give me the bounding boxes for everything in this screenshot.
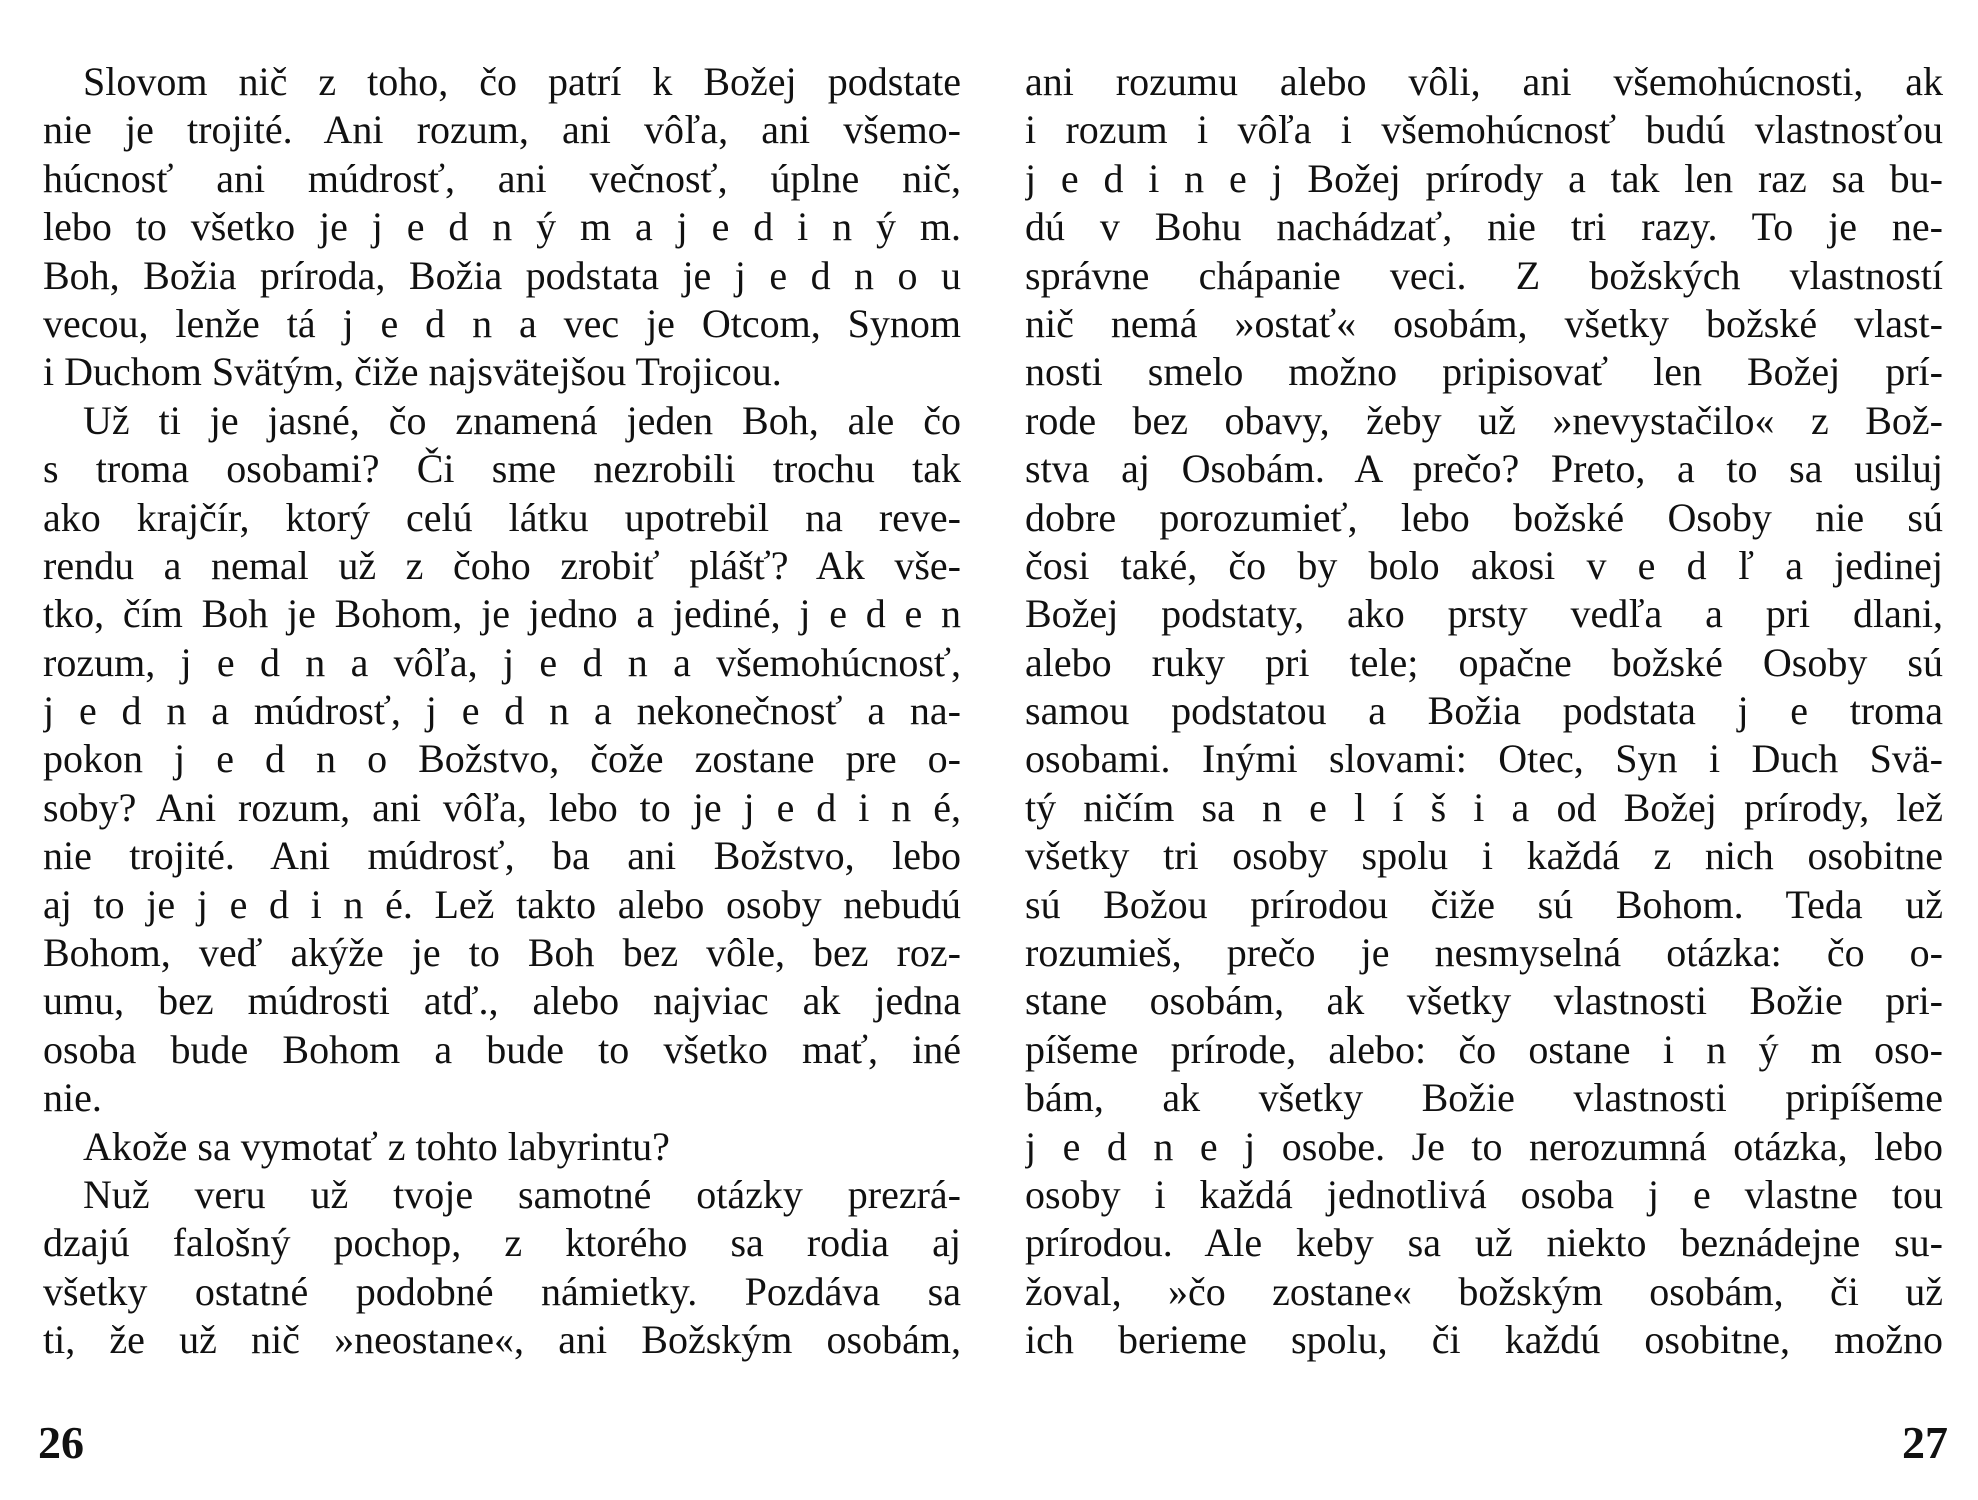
text-line: ako krajčír, ktorý celú látku upotrebil na reve- <box>43 494 961 540</box>
text-line: sú Božou prírodou čiže sú Bohom. Teda už <box>1025 881 1943 927</box>
text-line: j e d n a múdrosť, j e d n a nekonečnosť a na- <box>43 688 961 734</box>
text-line: Božej podstaty, ako prsty vedľa a pri dlani, <box>1025 591 1943 637</box>
text-line: Akože sa vymotať z tohto labyrintu? <box>83 1123 670 1169</box>
text-line: ani rozumu alebo vôli, ani všemohúcnosti, ak <box>1025 59 1943 104</box>
text-line: bám, ak všetky Božie vlastnosti pripíšeme <box>1025 1075 1943 1121</box>
text-line: rode bez obavy, žeby už »nevystačilo« z Bož- <box>1025 397 1943 443</box>
text-line: nie trojité. Ani múdrosť, ba ani Božstvo, lebo <box>43 833 961 879</box>
text-line: nie. <box>43 1075 102 1121</box>
text-line: prírodou. Ale keby sa už niekto beznádejne su- <box>1025 1220 1943 1266</box>
text-line: nie je trojité. Ani rozum, ani vôľa, ani všemo- <box>43 107 961 153</box>
right-page-text <box>1025 58 1943 1365</box>
text-line: správne chápanie veci. Z božských vlastností <box>1025 252 1943 298</box>
text-line: Nuž veru už tvoje samotné otázky prezrá- <box>83 1171 961 1217</box>
text-line: všetky ostatné podobné námietky. Pozdáva sa <box>43 1268 961 1314</box>
text-line: tý ničím sa n e l í š i a od Božej prírody, lež <box>1025 784 1943 830</box>
text-line: osoby i každá jednotlivá osoba j e vlastne tou <box>1025 1171 1943 1217</box>
text-line: húcnosť ani múdrosť, ani večnosť, úplne nič, <box>43 155 961 201</box>
left-page-text <box>43 58 961 1365</box>
text-line: stane osobám, ak všetky vlastnosti Božie pri- <box>1025 978 1943 1024</box>
text-line: dzajú falošný pochop, z ktorého sa rodia aj <box>43 1220 961 1266</box>
text-line: i Duchom Svätým, čiže najsvätejšou Trojicou. <box>43 349 782 395</box>
text-line: i rozum i vôľa i všemohúcnosť budú vlastnosťou <box>1025 107 1943 153</box>
text-line: Slovom nič z toho, čo patrí k Božej podstate <box>83 59 961 104</box>
text-line: píšeme prírode, alebo: čo ostane i n ý m oso- <box>1025 1026 1943 1072</box>
text-line: j e d n e j osobe. Je to nerozumná otázka, lebo <box>1025 1123 1943 1169</box>
text-line: ti, že už nič »neostane«, ani Božským osobám, <box>43 1317 961 1363</box>
text-line: j e d i n e j Božej prírody a tak len raz sa bu- <box>1025 155 1943 201</box>
text-line: rendu a nemal už z čoho zrobiť plášť? Ak vše- <box>43 542 961 588</box>
text-line: tko, čím Boh je Bohom, je jedno a jediné, j e d e n <box>43 591 961 637</box>
text-line: dobre porozumieť, lebo božské Osoby nie sú <box>1025 494 1943 540</box>
text-line: čosi také, čo by bolo akosi v e d ľ a jedinej <box>1025 542 1943 588</box>
text-line: všetky tri osoby spolu i každá z nich osobitne <box>1025 833 1943 879</box>
text-line: pokon j e d n o Božstvo, čože zostane pre o- <box>43 736 961 782</box>
text-line: soby? Ani rozum, ani vôľa, lebo to je j e d i n é, <box>43 784 961 830</box>
text-line: umu, bez múdrosti atď., alebo najviac ak jedna <box>43 978 961 1024</box>
text-line: rozumieš, prečo je nesmyselná otázka: čo o- <box>1025 930 1943 976</box>
text-line: ich berieme spolu, či každú osobitne, možno <box>1025 1317 1943 1363</box>
text-line: osobami. Inými slovami: Otec, Syn i Duch Svä- <box>1025 736 1943 782</box>
text-line: osoba bude Bohom a bude to všetko mať, iné <box>43 1026 961 1072</box>
text-line: Už ti je jasné, čo znamená jeden Boh, ale čo <box>83 397 961 443</box>
text-line: s troma osobami? Či sme nezrobili trochu tak <box>43 446 961 492</box>
text-line: aj to je j e d i n é. Lež takto alebo osoby nebudú <box>43 881 961 927</box>
text-line: žoval, »čo zostane« božským osobám, či už <box>1025 1268 1943 1314</box>
text-line: nosti smelo možno pripisovať len Božej prí- <box>1025 349 1943 395</box>
text-line: lebo to všetko je j e d n ý m a j e d i n ý m. <box>43 204 961 250</box>
right-page <box>989 0 1978 1500</box>
text-line: rozum, j e d n a vôľa, j e d n a všemohúcnosť, <box>43 639 961 685</box>
text-line: vecou, lenže tá j e d n a vec je Otcom, Synom <box>43 300 961 346</box>
text-line: nič nemá »ostať« osobám, všetky božské vlast- <box>1025 300 1943 346</box>
text-line: dú v Bohu nachádzať, nie tri razy. To je ne- <box>1025 204 1943 250</box>
text-line: stva aj Osobám. A prečo? Preto, a to sa usiluj <box>1025 446 1943 492</box>
text-line: alebo ruky pri tele; opačne božské Osoby sú <box>1025 639 1943 685</box>
text-line: samou podstatou a Božia podstata j e troma <box>1025 688 1943 734</box>
page-number: 27 <box>1902 1417 1948 1468</box>
text-line: Boh, Božia príroda, Božia podstata je j e d n o u <box>43 252 961 298</box>
text-line: Bohom, veď akýže je to Boh bez vôle, bez roz- <box>43 930 961 976</box>
page-number: 26 <box>38 1417 84 1468</box>
